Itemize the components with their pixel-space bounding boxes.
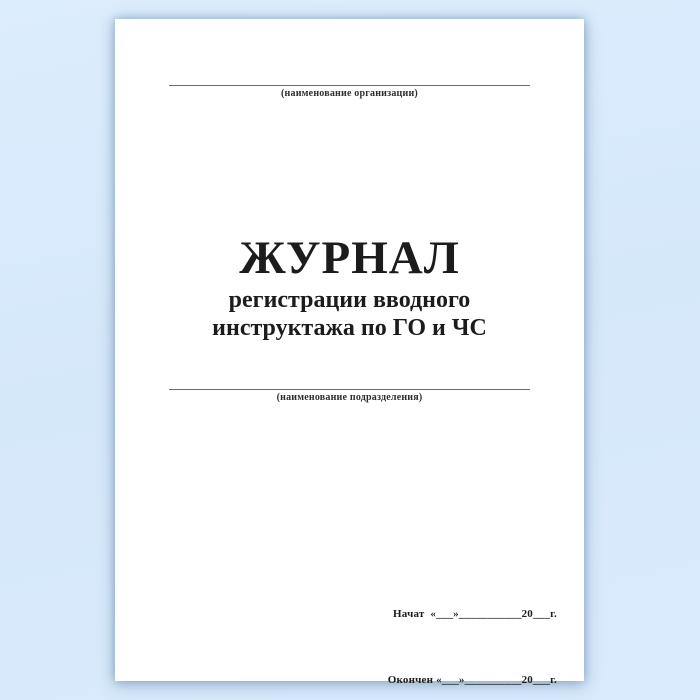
dates-block — [388, 559, 557, 700]
started-date-line: Начат «___»___________20___г. — [393, 608, 557, 620]
organization-caption: (наименование организации) — [281, 88, 418, 99]
journal-cover-page — [115, 19, 584, 686]
journal-subtitle-line1: регистрации вводного — [228, 287, 471, 313]
organization-name-blank-line — [169, 85, 530, 86]
title-block — [115, 232, 584, 342]
department-name-blank-line — [169, 389, 530, 390]
journal-subtitle-line2: инструктажа по ГО и ЧС — [212, 315, 487, 341]
finished-date-line: Окончен «___»__________20___г. — [387, 674, 557, 686]
department-caption: (наименование подразделения) — [276, 392, 423, 403]
journal-title: ЖУРНАЛ — [239, 232, 460, 284]
